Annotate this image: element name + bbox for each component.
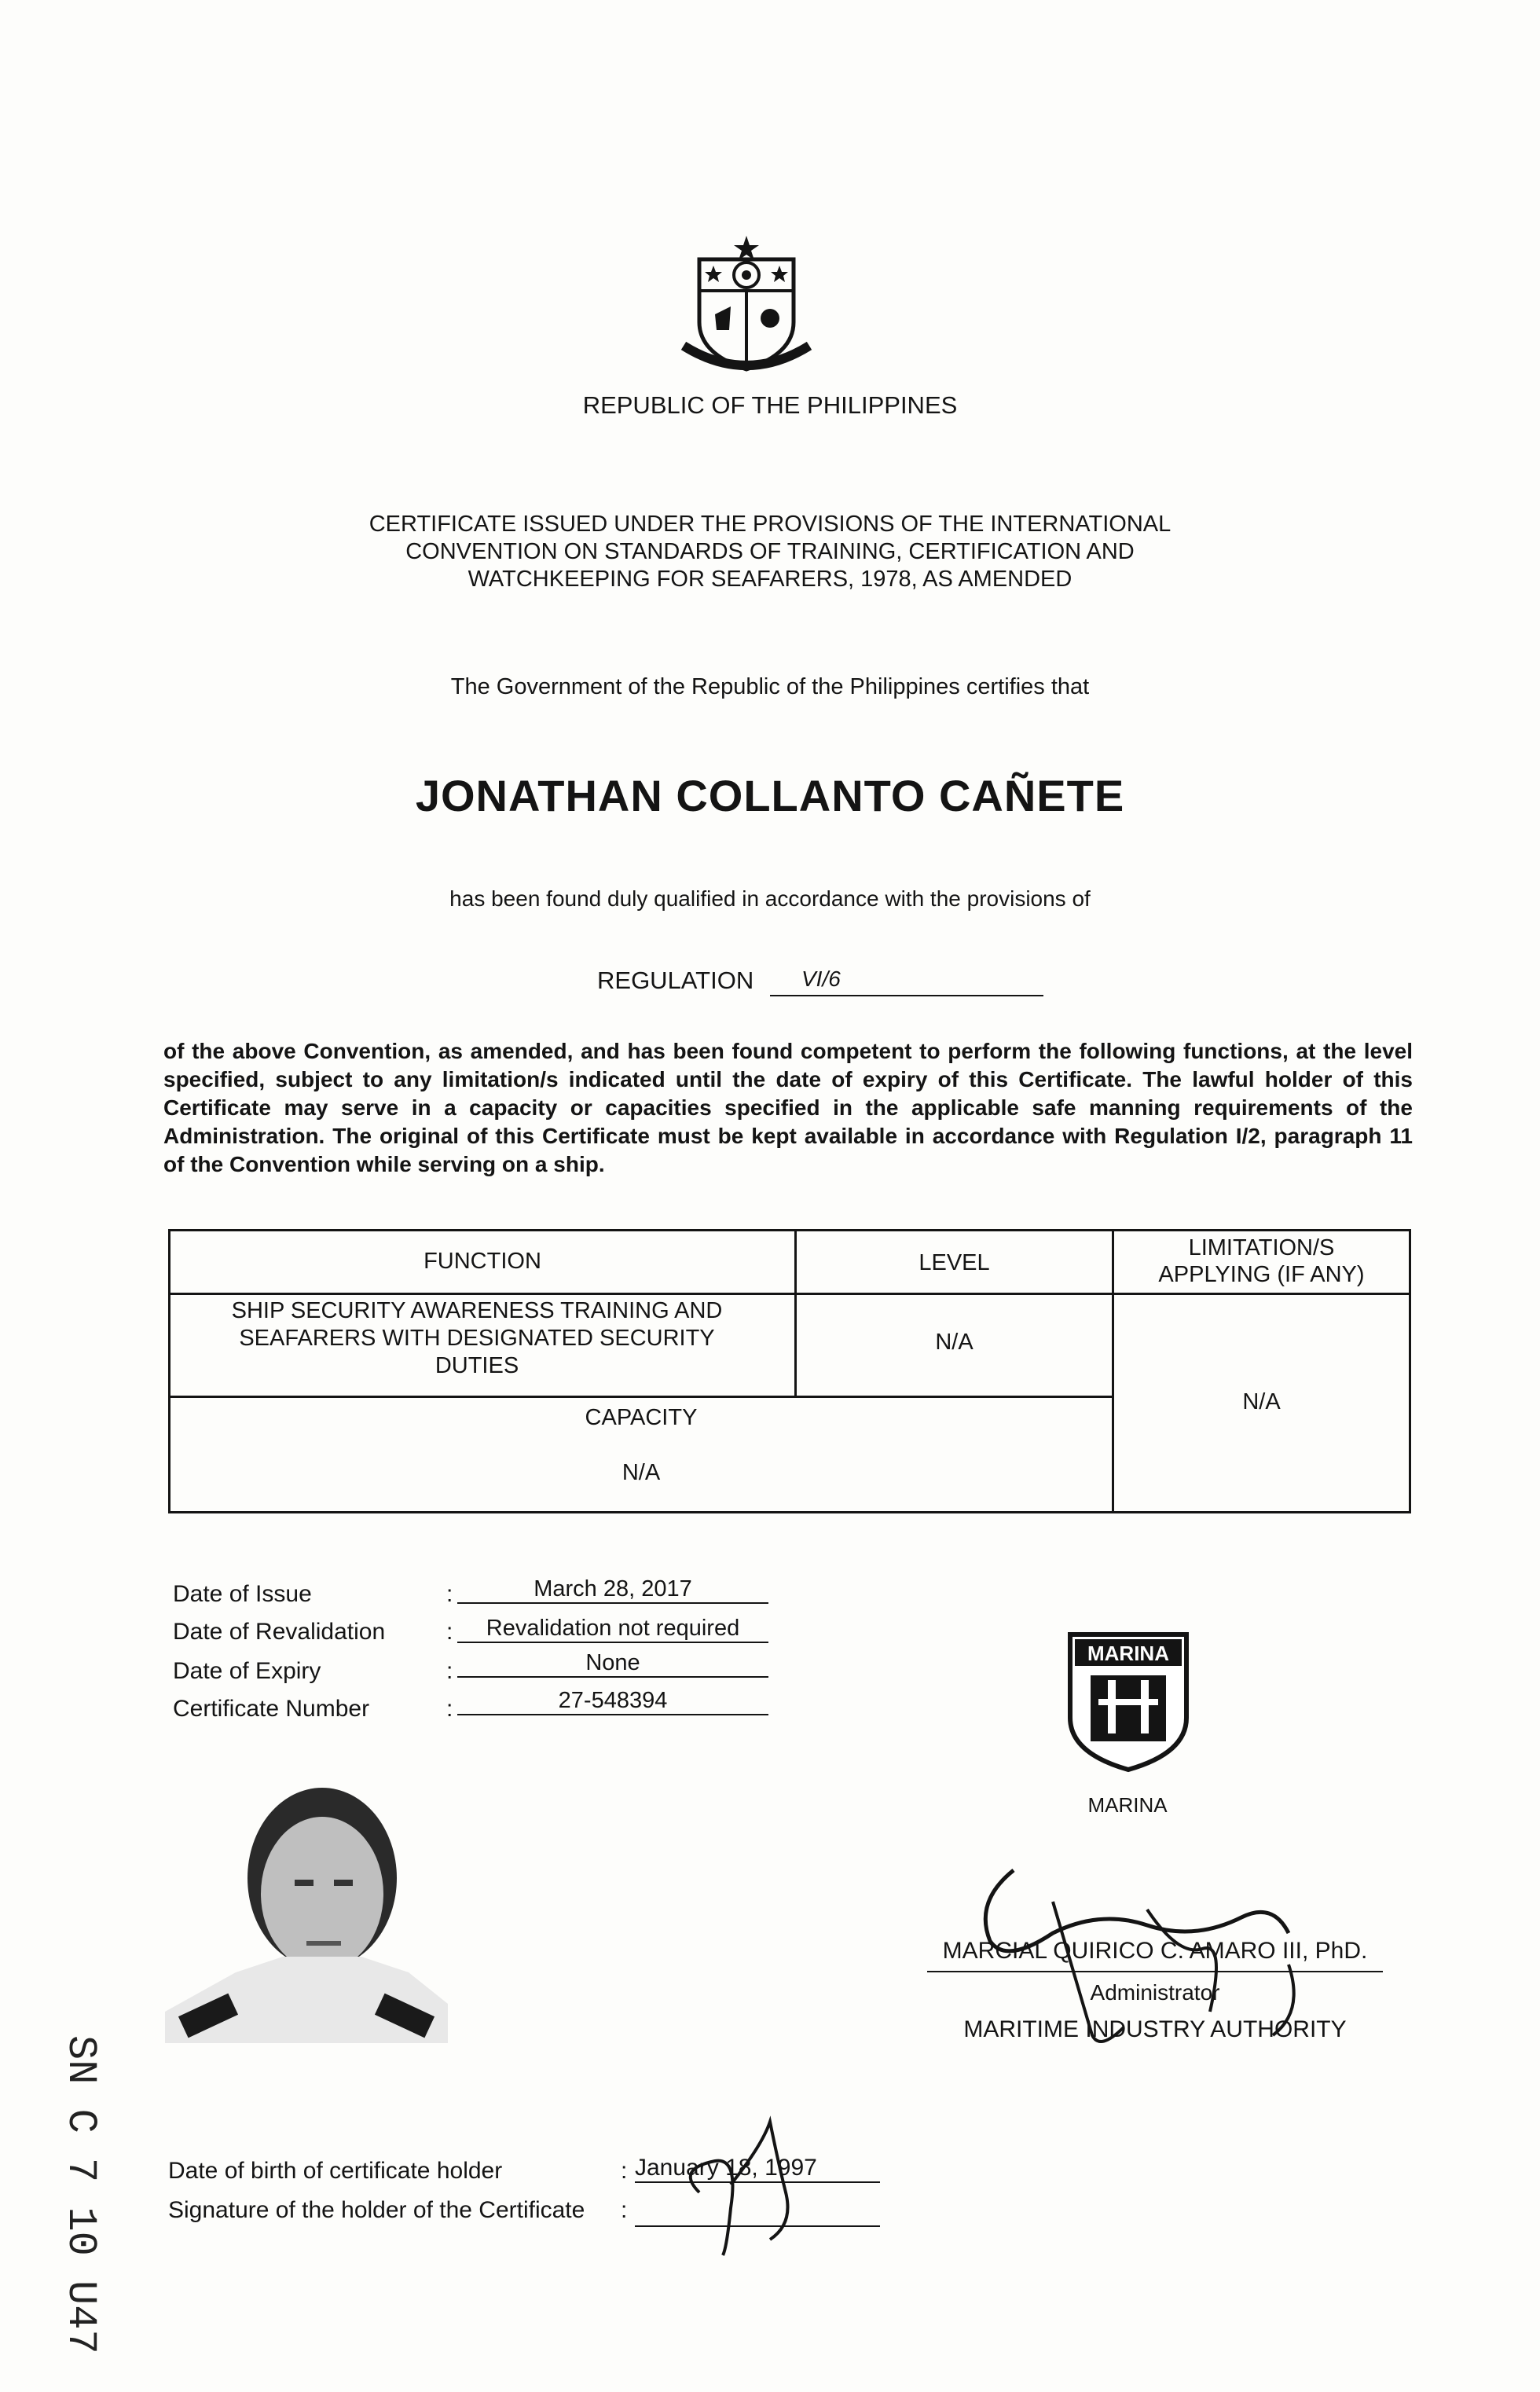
certificate-number-value: 27-548394 (457, 1688, 768, 1715)
signatory-organization: MARITIME INDUSTRY AUTHORITY (963, 2016, 1347, 2042)
issue-date-colon: : (446, 1581, 453, 1607)
limitation-cell: N/A (1242, 1389, 1281, 1414)
capacity-cell: N/A (622, 1460, 661, 1485)
revalidation-value: Revalidation not required (457, 1616, 768, 1643)
function-table (168, 1229, 1411, 1513)
regulation-label: REGULATION (597, 967, 754, 994)
side-serial-number (11, 2035, 104, 2381)
revalidation-label: Date of Revalidation (173, 1619, 386, 1645)
table-divider (170, 1293, 1409, 1295)
marina-logo-icon (1067, 1631, 1190, 1773)
level-header: LEVEL (918, 1250, 990, 1275)
issue-date-value: March 28, 2017 (457, 1576, 768, 1604)
competency-paragraph: of the above Convention, as amended, and has been found competent to perform the following functions, at the level specified, subject to any limitation/s indicated until the date of expiry of this Certificate. The lawful holder of this Certificate may serve in a capacity or capacities specified in the applicable safe manning requirements of the Administration. The original of this Certificate must be kept available in accordance with Regulation I/2, paragraph 11 of the Convention while serving on a ship. (163, 1039, 1413, 1176)
function-line: SHIP SECURITY AWARENESS TRAINING AND (231, 1298, 723, 1323)
expiry-date-value: None (457, 1650, 768, 1678)
expiry-date-colon: : (446, 1658, 453, 1684)
dob-colon: : (621, 2158, 628, 2184)
marina-caption: MARINA (1087, 1793, 1168, 1817)
country-title: REPUBLIC OF THE PHILIPPINES (582, 391, 958, 419)
side-serial-text: SN C 7 10 U47 (57, 2035, 104, 2354)
expiry-date-label: Date of Expiry (173, 1658, 321, 1684)
regulation-value: VI/6 (801, 967, 841, 991)
certifies-statement: The Government of the Republic of the Philippines certifies that (450, 674, 1090, 699)
convention-line: WATCHKEEPING FOR SEAFARERS, 1978, AS AMENDED (468, 567, 1072, 592)
signatory-title: Administrator (1090, 1980, 1220, 2005)
limitation-header-line: LIMITATION/S (1188, 1235, 1335, 1260)
certificate-number-colon: : (446, 1696, 453, 1722)
function-line: DUTIES (434, 1353, 519, 1378)
function-line: SEAFARERS WITH DESIGNATED SECURITY (239, 1326, 715, 1351)
holder-signature-label: Signature of the holder of the Certificate (168, 2197, 585, 2223)
marina-logo-text: MARINA (1087, 1642, 1169, 1665)
dob-value: January 18, 1997 (635, 2155, 880, 2183)
function-cell (186, 1297, 768, 1380)
holder-name: JONATHAN COLLANTO CAÑETE (415, 771, 1125, 820)
limitation-header (1114, 1235, 1409, 1288)
table-divider (170, 1396, 1112, 1398)
dob-label: Date of birth of certificate holder (168, 2158, 503, 2184)
function-header: FUNCTION (424, 1249, 541, 1274)
qualified-statement: has been found duly qualified in accordance with the provisions of (449, 886, 1091, 911)
holder-signature-colon: : (621, 2197, 628, 2223)
holder-photo (165, 1776, 448, 2043)
convention-line: CERTIFICATE ISSUED UNDER THE PROVISIONS OF THE INTERNATIONAL (368, 512, 1172, 537)
limitation-header-line: APPLYING (IF ANY) (1158, 1262, 1365, 1287)
certificate-number-label: Certificate Number (173, 1696, 370, 1722)
convention-heading (299, 511, 1241, 593)
holder-signature-icon (668, 2114, 825, 2263)
issue-date-label: Date of Issue (173, 1581, 312, 1607)
administrator-signature-icon (943, 1855, 1383, 2059)
regulation-underline (770, 995, 1043, 996)
convention-line: CONVENTION ON STANDARDS OF TRAINING, CERTIFICATION AND (405, 539, 1135, 564)
capacity-header: CAPACITY (585, 1405, 698, 1430)
revalidation-colon: : (446, 1619, 453, 1645)
signatory-name: MARCIAL QUIRICO C. AMARO III, PhD. (942, 1938, 1368, 1964)
philippine-seal-icon (668, 228, 825, 385)
level-cell: N/A (935, 1330, 974, 1355)
